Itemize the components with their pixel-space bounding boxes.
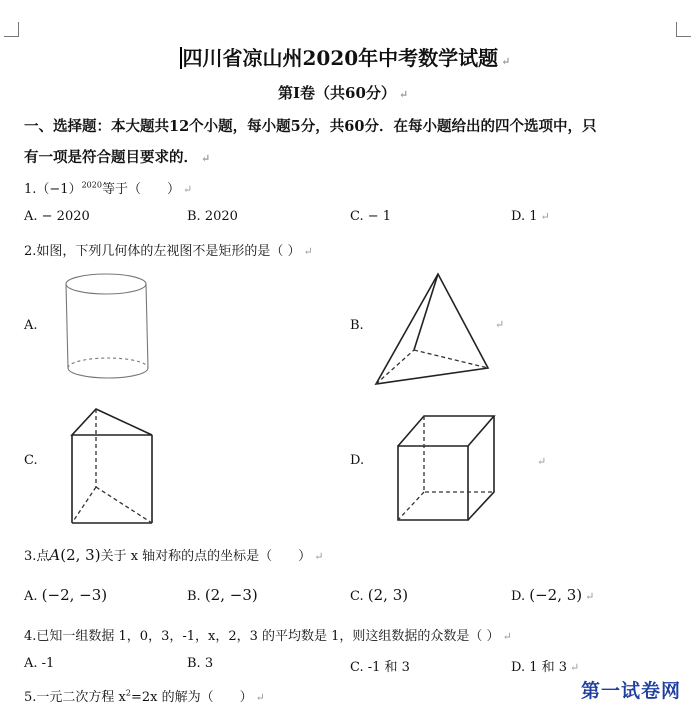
q4-text: 4.已知一组数据 1，0，3，-1，x，2，3 的平均数是 1，则这组数据的众数是（ ）: [24, 629, 500, 644]
q3-option-c: [350, 586, 408, 604]
paragraph-mark: ↵: [570, 661, 580, 674]
q3-prefix: 3.点: [24, 549, 50, 564]
q1-exponent: 2020: [81, 180, 102, 190]
triangular-prism-icon: [66, 405, 160, 527]
q1-option-d-text: D. 1: [511, 209, 538, 224]
cylinder-icon: [62, 270, 158, 386]
question-3: [24, 545, 323, 564]
q1-option-b: B. 2020: [187, 209, 238, 224]
document-title: [180, 42, 510, 71]
q3-option-d-value: (−2, 3): [529, 586, 583, 604]
paragraph-mark: ↵: [585, 590, 595, 603]
section-heading-line1: 一、选择题：本大题共12个小题，每小题5分，共60分．在每小题给出的四个选项中，只: [24, 118, 597, 135]
q2-text: 2.如图，下列几何体的左视图不是矩形的是（ ）: [24, 244, 301, 259]
q1-option-c: C. − 1: [350, 209, 392, 224]
q1-prefix: 1.（−1）: [24, 182, 82, 197]
section-heading-line2: [24, 146, 210, 167]
title-text: 四川省凉山州2020年中考数学试题: [182, 46, 499, 70]
paragraph-mark: ↵: [540, 210, 550, 223]
paragraph-mark: ↵: [501, 55, 511, 68]
q2-option-a: A.: [24, 318, 38, 333]
paragraph-mark: ↵: [398, 88, 409, 101]
paragraph-mark: ↵: [502, 630, 512, 643]
q2-row2-paragraph-mark: ↵: [537, 455, 547, 468]
paragraph-mark: ↵: [201, 152, 211, 165]
q3-option-c-value: (2, 3): [367, 586, 409, 604]
q3-option-a-label: A.: [24, 589, 38, 604]
q2-option-d: D.: [350, 453, 365, 468]
part-heading: [278, 82, 408, 103]
q2-row1-paragraph-mark: ↵: [495, 318, 505, 331]
paragraph-mark: ↵: [182, 183, 193, 196]
q3-suffix: 关于 x 轴对称的点的坐标是（ ）: [100, 549, 312, 564]
q3-option-c-label: C.: [350, 589, 364, 604]
q3-option-b-label: B.: [187, 589, 201, 604]
q3-point-coords: (2, 3): [60, 546, 101, 564]
q1-suffix: 等于（ ）: [101, 182, 180, 197]
q3-option-b: [187, 586, 258, 604]
tetrahedron-icon: [370, 270, 494, 388]
q3-point-letter: A: [49, 546, 61, 564]
question-5: [24, 686, 265, 705]
text-cursor: [180, 47, 182, 69]
crop-mark-top-right: [676, 22, 691, 37]
q4-option-b: B. 3: [187, 656, 214, 671]
q3-option-d-label: D.: [511, 589, 526, 604]
q4-option-c: C. -1 和 3: [350, 660, 410, 675]
q1-option-d: [511, 209, 550, 224]
q1-option-a: A. − 2020: [24, 209, 90, 224]
crop-mark-top-left: [4, 22, 19, 37]
paragraph-mark: ↵: [303, 245, 313, 258]
q3-option-b-value: (2, −3): [204, 586, 258, 604]
q5-prefix: 5.一元二次方程 x: [24, 690, 126, 705]
q5-suffix: =2x 的解为（ ）: [130, 690, 253, 705]
q5-exponent: 2: [125, 688, 131, 698]
watermark-logo: 第一试卷网: [581, 680, 682, 702]
cube-icon: [394, 410, 498, 524]
q2-option-b: B.: [350, 318, 364, 333]
question-2: [24, 240, 313, 259]
q4-option-d-text: D. 1 和 3: [511, 660, 568, 675]
q3-option-d: [511, 586, 594, 604]
paragraph-mark: ↵: [314, 550, 324, 563]
q4-option-a: A. -1: [24, 656, 55, 671]
question-4: [24, 625, 512, 644]
part-heading-text: 第Ⅰ卷（共60分）: [278, 84, 396, 102]
question-1: [24, 178, 192, 197]
q3-option-a-value: (−2, −3): [41, 586, 108, 604]
paragraph-mark: ↵: [255, 691, 265, 704]
q3-option-a: [24, 586, 107, 604]
q2-option-c: C.: [24, 453, 38, 468]
section-heading-line2-text: 有一项是符合题目要求的．: [24, 149, 198, 166]
q4-option-d: [511, 656, 579, 675]
